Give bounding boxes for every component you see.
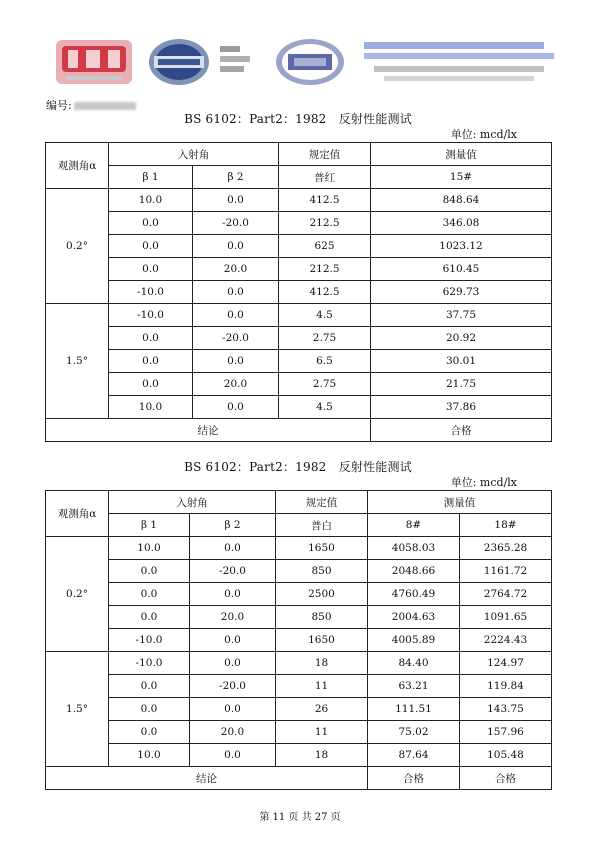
spec-cell: 18 [276,652,368,675]
beta1-cell: 10.0 [109,744,190,767]
table-row [46,721,552,744]
table-row [46,652,552,675]
measured-cell-2: 2365.28 [460,537,552,560]
table-row [46,373,552,396]
table-row [46,281,552,304]
measured-cell-1: 30.01 [371,350,552,373]
table1-subheader-row [46,166,552,189]
beta2-header: β 2 [190,514,276,537]
beta2-cell: 0.0 [193,189,279,212]
spec-cell: 1650 [276,537,368,560]
table-row [46,258,552,281]
measured-cell-1: 75.02 [368,721,460,744]
beta2-cell: 0.0 [190,744,276,767]
obs-angle-cell: 1.5° [46,304,109,419]
measured-cell-1: 629.73 [371,281,552,304]
spec-cell: 850 [276,606,368,629]
obs-angle-cell: 0.2° [46,537,109,652]
beta1-cell: 0.0 [109,235,193,258]
table2 [45,490,552,790]
table2-subheader-row [46,514,552,537]
obs-angle-header: 观测角α [46,143,109,189]
company-logo [360,36,560,86]
measured-cell-1: 610.45 [371,258,552,281]
table-row [46,189,552,212]
beta2-cell: 0.0 [190,537,276,560]
beta1-cell: -10.0 [109,629,190,652]
table-row [46,560,552,583]
spec-cell: 412.5 [279,189,371,212]
measured-cell-1: 87.64 [368,744,460,767]
conclusion-row [46,419,552,442]
sample-header: 15# [371,166,552,189]
cnas-logo [148,38,210,86]
spec-cell: 625 [279,235,371,258]
obs-angle-cell: 1.5° [46,652,109,767]
beta2-cell: 20.0 [190,606,276,629]
beta2-cell: 0.0 [193,281,279,304]
table-row [46,537,552,560]
beta1-cell: 0.0 [109,675,190,698]
beta2-cell: -20.0 [193,212,279,235]
beta1-cell: 0.0 [109,258,193,281]
incidence-header: 入射角 [109,491,276,514]
beta1-header: β 1 [109,514,190,537]
table-row [46,304,552,327]
obs-angle-cell: 0.2° [46,189,109,304]
obs-angle-header: 观测角α [46,491,109,537]
spec-cell: 212.5 [279,212,371,235]
beta1-cell: 10.0 [109,537,190,560]
measured-cell-1: 848.64 [371,189,552,212]
spec-cell: 212.5 [279,258,371,281]
beta2-cell: 0.0 [190,652,276,675]
table-row [46,583,552,606]
beta2-cell: 20.0 [193,373,279,396]
spec-cell: 11 [276,721,368,744]
measured-cell-1: 4005.89 [368,629,460,652]
table-row [46,698,552,721]
certification-logos [50,34,560,90]
conclusion-value-2: 合格 [460,767,552,790]
report-number-redacted [74,102,136,110]
measured-cell-1: 4760.49 [368,583,460,606]
conclusion-value-1: 合格 [371,419,552,442]
table-row [46,606,552,629]
measured-cell-1: 84.40 [368,652,460,675]
report-number-label: 编号: [46,99,72,112]
spec-cell: 412.5 [279,281,371,304]
conclusion-label: 结论 [46,767,368,790]
beta2-cell: 0.0 [193,304,279,327]
beta1-cell: 0.0 [109,350,193,373]
conclusion-row [46,767,552,790]
table2-title: BS 6102：Part2：1982 反射性能测试 [184,460,412,474]
beta2-cell: 20.0 [190,721,276,744]
measured-cell-2: 124.97 [460,652,552,675]
beta1-cell: 0.0 [109,212,193,235]
spec-cell: 2500 [276,583,368,606]
beta2-cell: 0.0 [190,629,276,652]
measured-cell-1: 63.21 [368,675,460,698]
table2-header-row [46,491,552,514]
beta1-cell: 0.0 [109,327,193,350]
spec-cell: 4.5 [279,396,371,419]
beta1-cell: 10.0 [109,396,193,419]
beta1-cell: 0.0 [109,698,190,721]
beta1-cell: -10.0 [109,281,193,304]
table2-body [46,491,552,790]
table-row [46,396,552,419]
beta1-cell: -10.0 [109,304,193,327]
beta2-header: β 2 [193,166,279,189]
measured-cell-1: 20.92 [371,327,552,350]
beta2-cell: 0.0 [193,235,279,258]
measured-cell-2: 1161.72 [460,560,552,583]
beta1-cell: 0.0 [109,373,193,396]
color-header: 普白 [276,514,368,537]
table1-title: BS 6102：Part2：1982 反射性能测试 [184,112,412,126]
spec-header: 规定值 [279,143,371,166]
beta1-header: β 1 [109,166,193,189]
test-section-1 [45,110,551,442]
table-row [46,212,552,235]
spec-cell: 6.5 [279,350,371,373]
beta1-cell: 0.0 [109,583,190,606]
beta2-cell: 20.0 [193,258,279,281]
measured-cell-1: 2048.66 [368,560,460,583]
table-row [46,629,552,652]
measured-cell-2: 2764.72 [460,583,552,606]
spec-cell: 2.75 [279,327,371,350]
spec-cell: 26 [276,698,368,721]
beta2-cell: 0.0 [190,698,276,721]
beta1-cell: -10.0 [109,652,190,675]
measured-cell-1: 37.75 [371,304,552,327]
table-row [46,350,552,373]
measured-cell-1: 37.86 [371,396,552,419]
measured-cell-1: 1023.12 [371,235,552,258]
beta2-cell: -20.0 [190,675,276,698]
measured-cell-2: 105.48 [460,744,552,767]
beta1-cell: 0.0 [109,721,190,744]
measured-cell-2: 157.96 [460,721,552,744]
test-section-2 [45,458,551,790]
measured-cell-2: 2224.43 [460,629,552,652]
measured-cell-1: 21.75 [371,373,552,396]
spec-cell: 11 [276,675,368,698]
measured-header: 测量值 [371,143,552,166]
measured-cell-2: 119.84 [460,675,552,698]
measured-cell-1: 346.08 [371,212,552,235]
cnas-text-block [218,44,258,78]
conclusion-value-1: 合格 [368,767,460,790]
measured-cell-2: 143.75 [460,698,552,721]
measured-cell-1: 2004.63 [368,606,460,629]
table-row [46,235,552,258]
beta2-cell: 0.0 [190,583,276,606]
page-footer: 第 11 页 共 27 页 [259,812,341,823]
sample1-header: 8# [368,514,460,537]
beta1-cell: 0.0 [109,560,190,583]
beta2-cell: 0.0 [193,350,279,373]
spec-cell: 2.75 [279,373,371,396]
table-row [46,327,552,350]
beta2-cell: -20.0 [193,327,279,350]
table1-header-row [46,143,552,166]
table1-unit: 单位: mcd/lx [450,128,517,141]
sample2-header: 18# [460,514,552,537]
table-row [46,675,552,698]
beta2-cell: -20.0 [190,560,276,583]
spec-cell: 1650 [276,629,368,652]
beta2-cell: 0.0 [193,396,279,419]
spec-cell: 4.5 [279,304,371,327]
beta1-cell: 0.0 [109,606,190,629]
incidence-header: 入射角 [109,143,279,166]
measured-cell-1: 111.51 [368,698,460,721]
spec-header: 规定值 [276,491,368,514]
abt-logo [274,38,346,86]
table-row [46,744,552,767]
measured-header: 测量值 [368,491,552,514]
beta1-cell: 10.0 [109,189,193,212]
spec-cell: 850 [276,560,368,583]
conclusion-label: 结论 [46,419,371,442]
table1-body [46,143,552,442]
spec-cell: 18 [276,744,368,767]
cma-logo [56,40,132,84]
table2-unit: 单位: mcd/lx [450,476,517,489]
color-header: 普红 [279,166,371,189]
measured-cell-2: 1091.65 [460,606,552,629]
table1 [45,142,552,442]
measured-cell-1: 4058.03 [368,537,460,560]
